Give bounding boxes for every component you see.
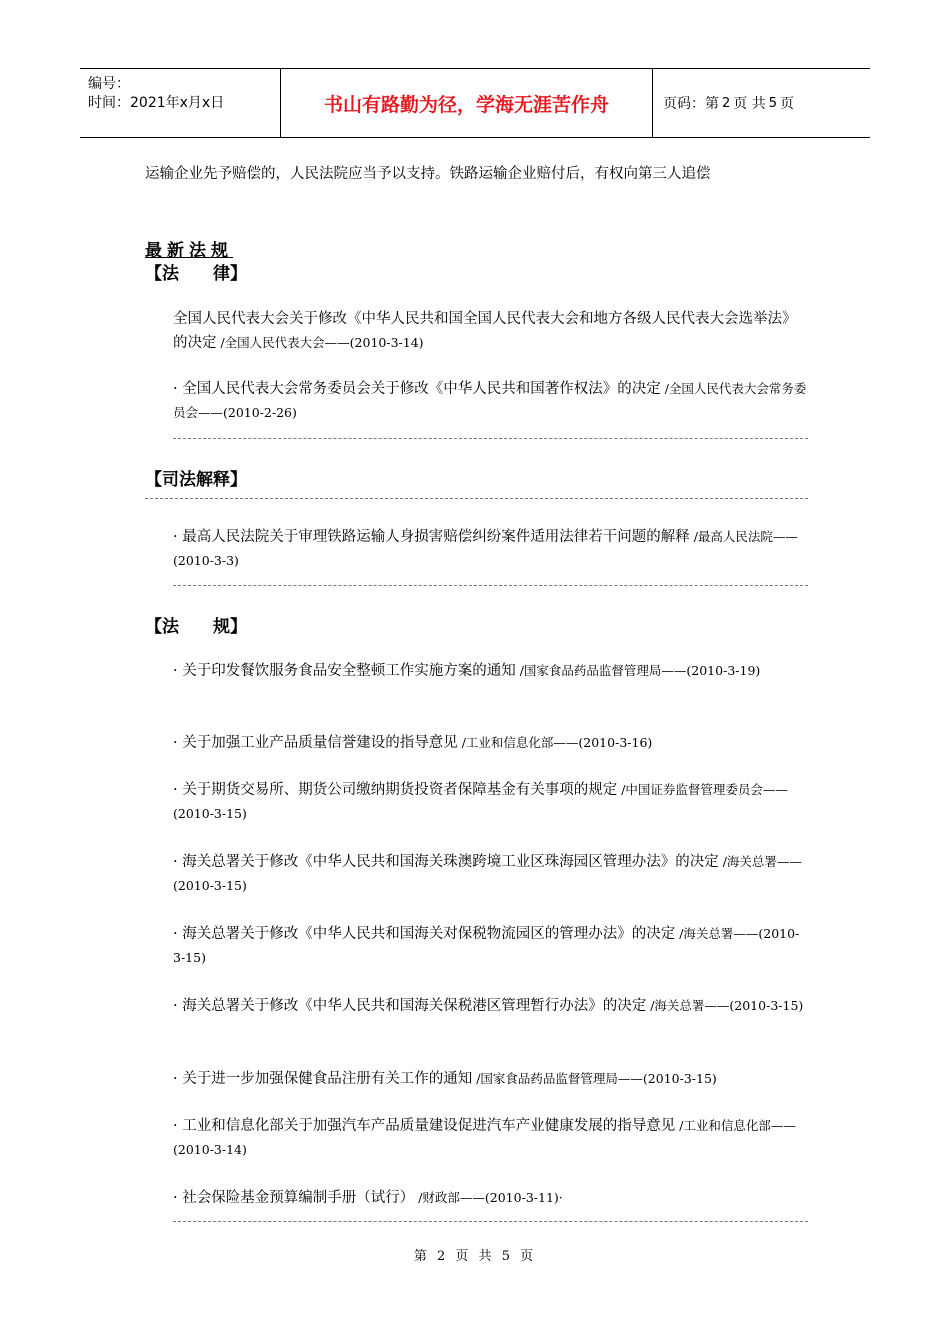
page-footer: 第 2 页 共 5 页 (413, 1249, 537, 1264)
page-prefix: 页码：第 (663, 96, 719, 112)
list-item (173, 1186, 808, 1210)
item-title: · 社会保险基金预算编制手册（试行） (173, 1190, 415, 1206)
item-title: · 关于期货交易所、期货公司缴纳期货投资者保障基金有关事项的规定 (173, 782, 618, 798)
section-heading-regulations: 【法 规】 (145, 617, 247, 637)
page-suffix: 页 (780, 96, 795, 112)
dashed-divider (173, 1221, 808, 1222)
item-source: /海关总署——(2010-3-15) (173, 854, 802, 893)
item-title: 全国人民代表大会关于修改《中华人民共和国全国人民代表大会和地方各级人民代表大会选举法》的决定 (173, 311, 797, 351)
list-item (173, 850, 808, 898)
item-title: · 工业和信息化部关于加强汽车产品质量建设促进汽车产业健康发展的指导意见 (173, 1118, 676, 1134)
list-item (173, 377, 808, 425)
item-source: /全国人民代表大会常务委员会——(2010-2-26) (173, 381, 807, 420)
item-source: /工业和信息化部——(2010-3-14) (173, 1118, 796, 1157)
item-title: · 关于进一步加强保健食品注册有关工作的通知 (173, 1071, 473, 1087)
item-title: · 全国人民代表大会常务委员会关于修改《中华人民共和国著作权法》的决定 (173, 381, 661, 397)
item-source: /工业和信息化部——(2010-3-16) (457, 735, 653, 750)
item-source: /最高人民法院——(2010-3-3) (173, 529, 798, 568)
item-title: · 海关总署关于修改《中华人民共和国海关保税港区管理暂行办法》的决定 (173, 998, 647, 1014)
item-source: /国家食品药品监督管理局——(2010-3-15) (472, 1071, 717, 1086)
list-item (173, 778, 808, 826)
list-item (173, 1067, 808, 1091)
page-total: 5 (768, 95, 778, 111)
document-number-label: 编号： (88, 76, 130, 92)
item-source: /海关总署——(2010-3-15) (173, 926, 800, 965)
list-item (173, 994, 808, 1018)
list-item (173, 659, 808, 683)
continuation-paragraph: 运输企业先予赔偿的，人民法院应当予以支持。铁路运输企业赔付后，有权向第三人追偿 (145, 166, 711, 182)
page-current: 2 (722, 95, 731, 111)
list-item (173, 525, 808, 573)
item-source: /海关总署——(2010-3-15) (646, 998, 804, 1013)
item-source: /中国证券监督管理委员会——(2010-3-15) (173, 782, 788, 821)
list-item (173, 1114, 808, 1162)
page-mid: 页 共 (733, 96, 766, 112)
list-item (173, 731, 808, 755)
dashed-divider (173, 438, 808, 439)
document-time-label: 时间：2021年x月x日 (88, 95, 225, 111)
item-title: · 最高人民法院关于审理铁路运输人身损害赔偿纠纷案件适用法律若干问题的解释 (173, 529, 690, 545)
item-source: /全国人民代表大会——(2010-3-14) (216, 335, 424, 350)
item-source: /财政部——(2010-3-11)· (414, 1190, 563, 1205)
item-title: · 关于加强工业产品质量信誉建设的指导意见 (173, 735, 458, 751)
list-item (173, 307, 808, 355)
dashed-divider (173, 585, 808, 586)
header-motto: 书山有路勤为径，学海无涯苦作舟 (281, 69, 653, 137)
item-source: /国家食品药品监督管理局——(2010-3-19) (515, 663, 761, 678)
header-page-indicator (653, 69, 870, 137)
section-heading-laws: 【法 律】 (145, 264, 247, 284)
header-left-cell (80, 69, 281, 137)
dashed-divider (145, 498, 808, 499)
main-title: 最新法规 (145, 241, 233, 261)
item-title: · 海关总署关于修改《中华人民共和国海关珠澳跨境工业区珠海园区管理办法》的决定 (173, 854, 719, 870)
list-item (173, 922, 808, 970)
section-heading-judicial: 【司法解释】 (145, 470, 247, 490)
item-title: · 海关总署关于修改《中华人民共和国海关对保税物流园区的管理办法》的决定 (173, 926, 676, 942)
page-header (80, 68, 870, 138)
item-title: · 关于印发餐饮服务食品安全整顿工作实施方案的通知 (173, 663, 516, 679)
